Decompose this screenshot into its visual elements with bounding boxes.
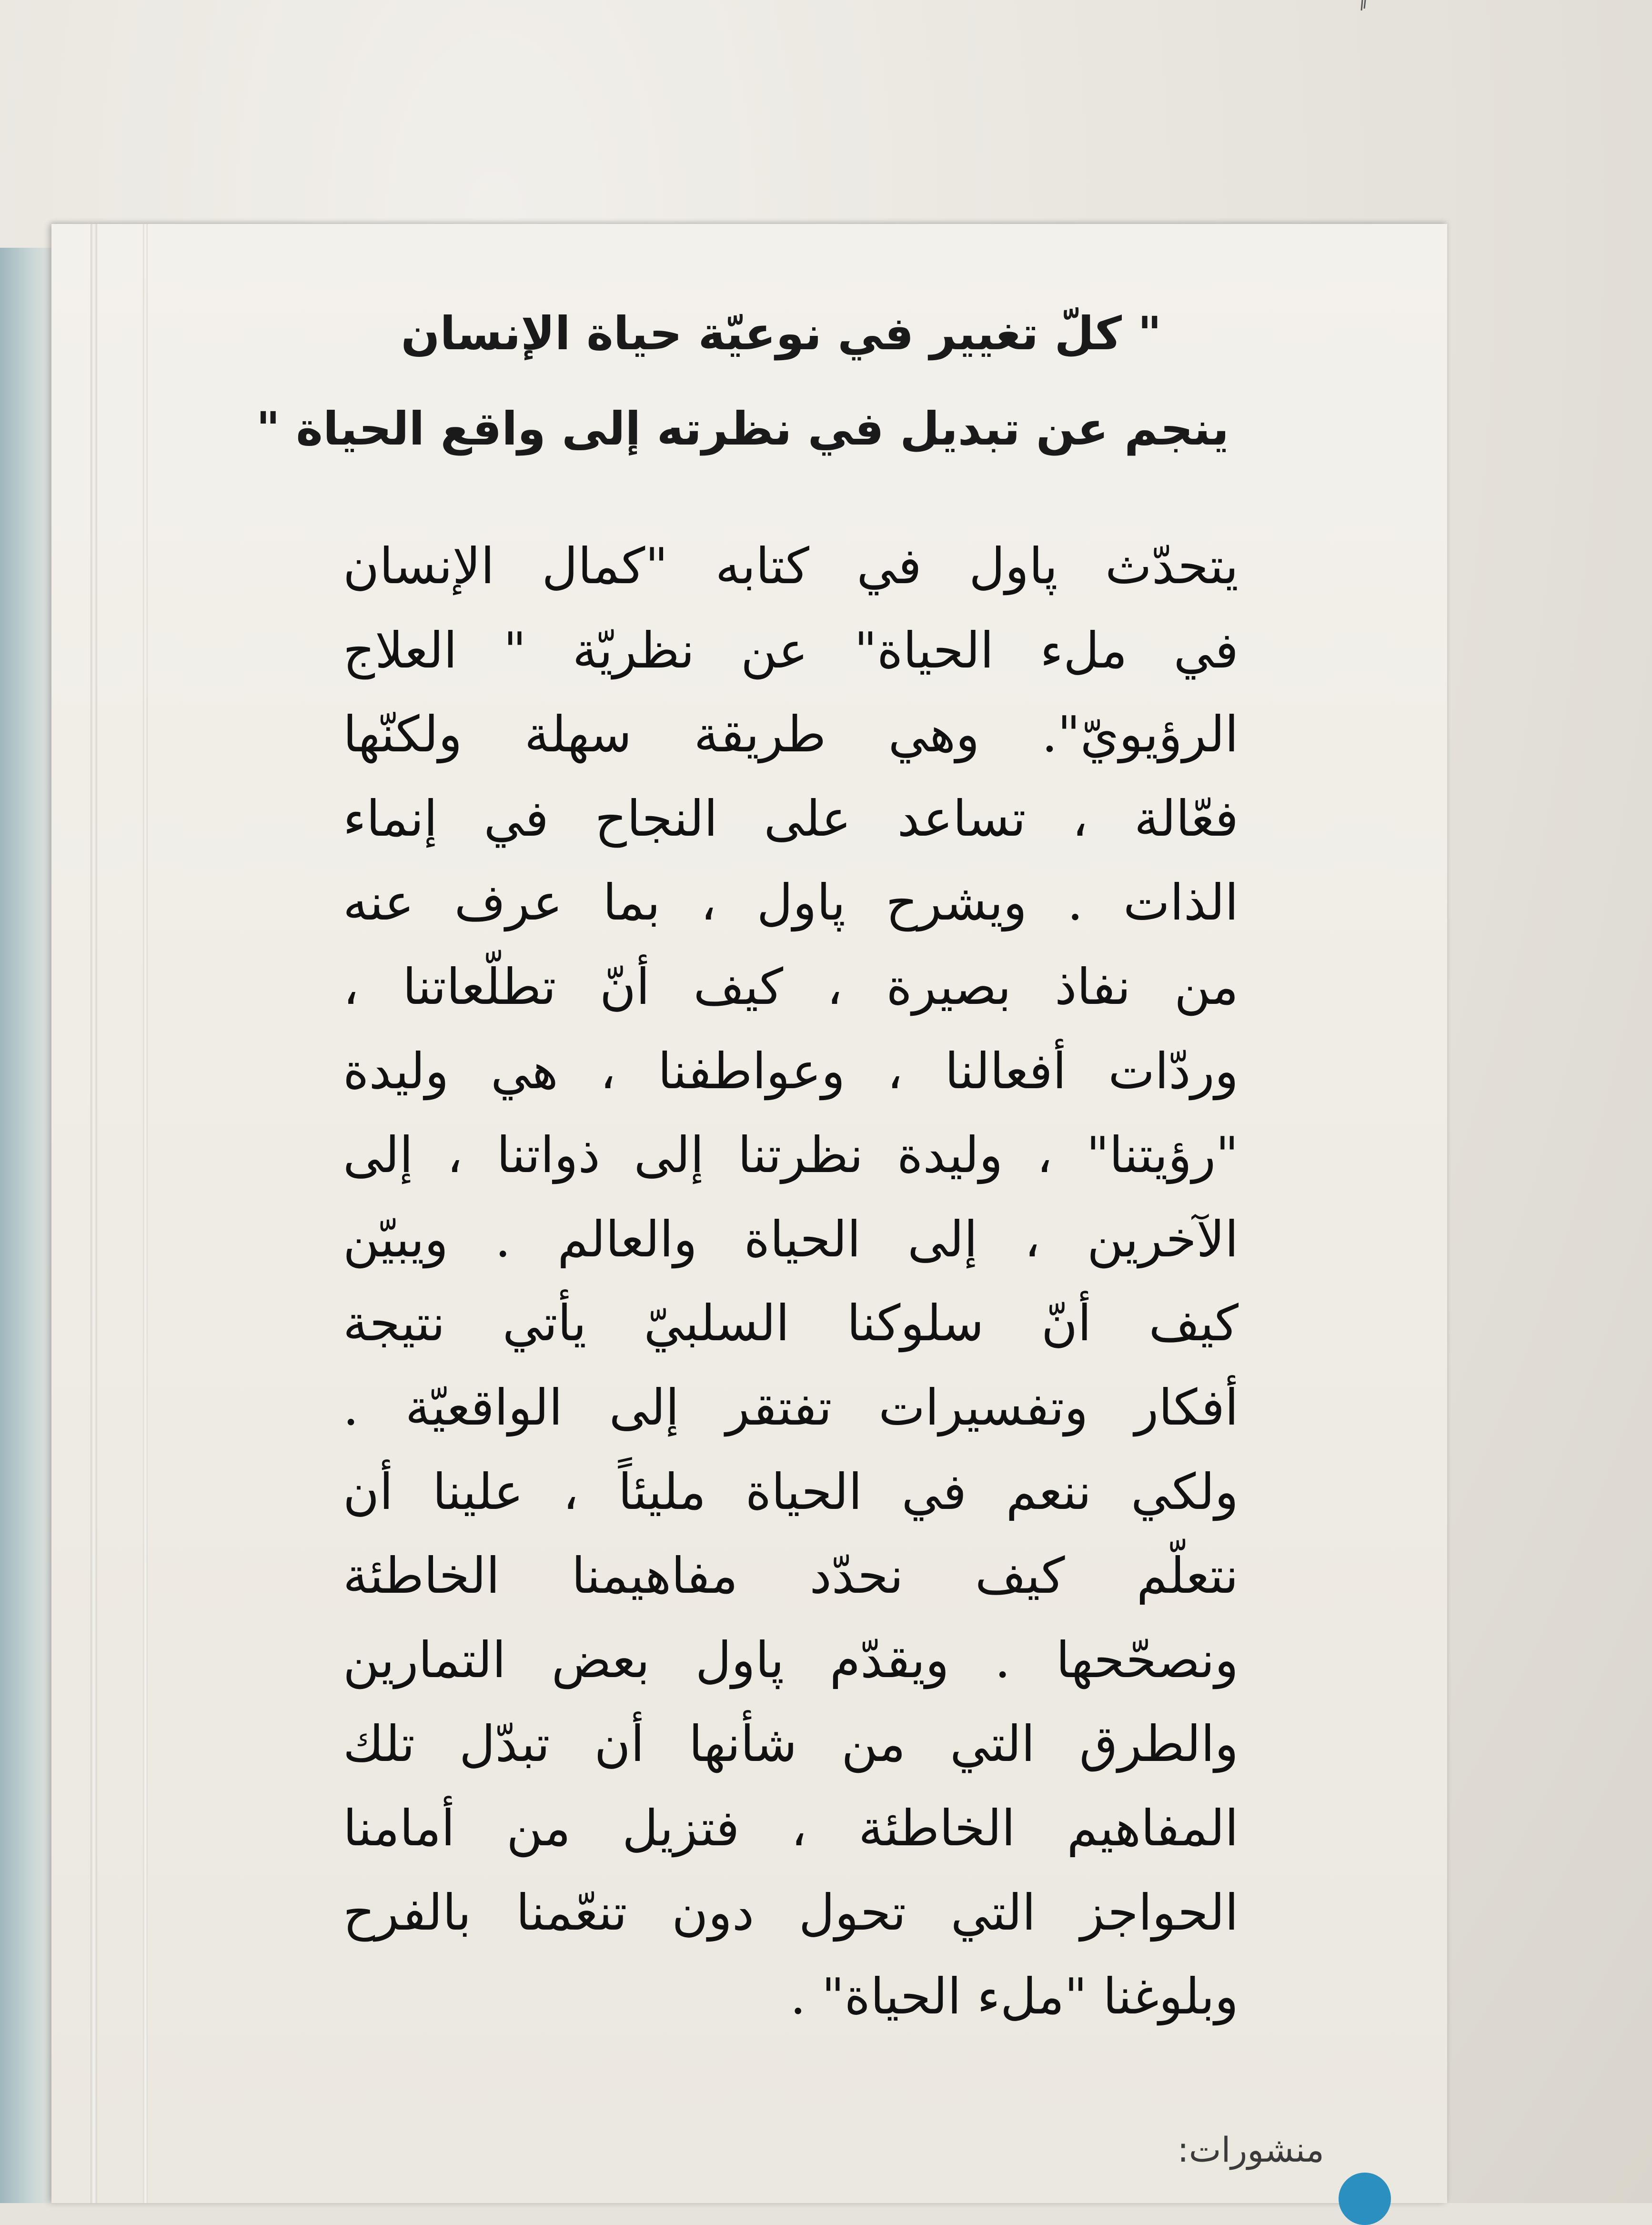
blurb-line: أفكار وتفسيرات تفتقر إلى الواقعيّة . bbox=[343, 1378, 1239, 1436]
blurb-line: وردّات أفعالنا ، وعواطفنا ، هي وليدة bbox=[343, 1042, 1239, 1100]
blurb-line: "رؤيتنا" ، وليدة نظرتنا إلى ذواتنا ، إلى bbox=[343, 1126, 1239, 1184]
blurb-line: فعّالة ، تساعد على النجاح في إنماء bbox=[343, 789, 1239, 848]
blurb-line: الحواجز التي تحول دون تنعّمنا بالفرح bbox=[343, 1883, 1239, 1942]
pen-mark-icon bbox=[1343, 0, 1372, 19]
blurb-line: المفاهيم الخاطئة ، فتزيل من أمامنا bbox=[343, 1799, 1239, 1857]
blurb-line: من نفاذ بصيرة ، كيف أنّ تطلّعاتنا ، bbox=[343, 957, 1239, 1016]
blurb-line: نتعلّم كيف نحدّد مفاهيمنا الخاطئة bbox=[343, 1547, 1239, 1605]
blurb-line: الآخرين ، إلى الحياة والعالم . ويبيّن bbox=[343, 1210, 1239, 1268]
blurb-text bbox=[343, 524, 1239, 2039]
cover-quote bbox=[256, 286, 1229, 476]
blurb-line: يتحدّث پاول في كتابه "كمال الإنسان bbox=[343, 537, 1239, 595]
blurb-line: في ملء الحياة" عن نظريّة " العلاج bbox=[343, 621, 1239, 679]
spine-crease-inner bbox=[143, 224, 148, 2203]
second-book-edge bbox=[0, 248, 52, 2203]
blurb-line: ونصحّحها . ويقدّم پاول بعض التمارين bbox=[343, 1630, 1239, 1689]
publisher-logo-icon bbox=[1339, 2173, 1391, 2225]
blurb-line: ولكي ننعم في الحياة مليئاً ، علينا أن bbox=[343, 1462, 1239, 1521]
spine-crease bbox=[91, 224, 97, 2203]
blurb-line: كيف أنّ سلوكنا السلبيّ يأتي نتيجة bbox=[343, 1294, 1239, 1353]
blurb-line: الذات . ويشرح پاول ، بما عرف عنه bbox=[343, 873, 1239, 932]
blurb-line: وبلوغنا "ملء الحياة" . bbox=[790, 1967, 1239, 2026]
blurb-line: والطرق التي من شأنها أن تبدّل تلك bbox=[343, 1715, 1239, 1773]
blurb-line: الرؤيويّ". وهي طريقة سهلة ولكنّها bbox=[343, 705, 1239, 764]
quote-line-1: " كلّ تغيير في نوعيّة حياة الإنسان bbox=[401, 307, 1162, 360]
quote-line-2: ينجم عن تبديل في نظرته إلى واقع الحياة " bbox=[256, 402, 1229, 455]
publisher-label: منشورات: bbox=[1177, 2130, 1324, 2170]
